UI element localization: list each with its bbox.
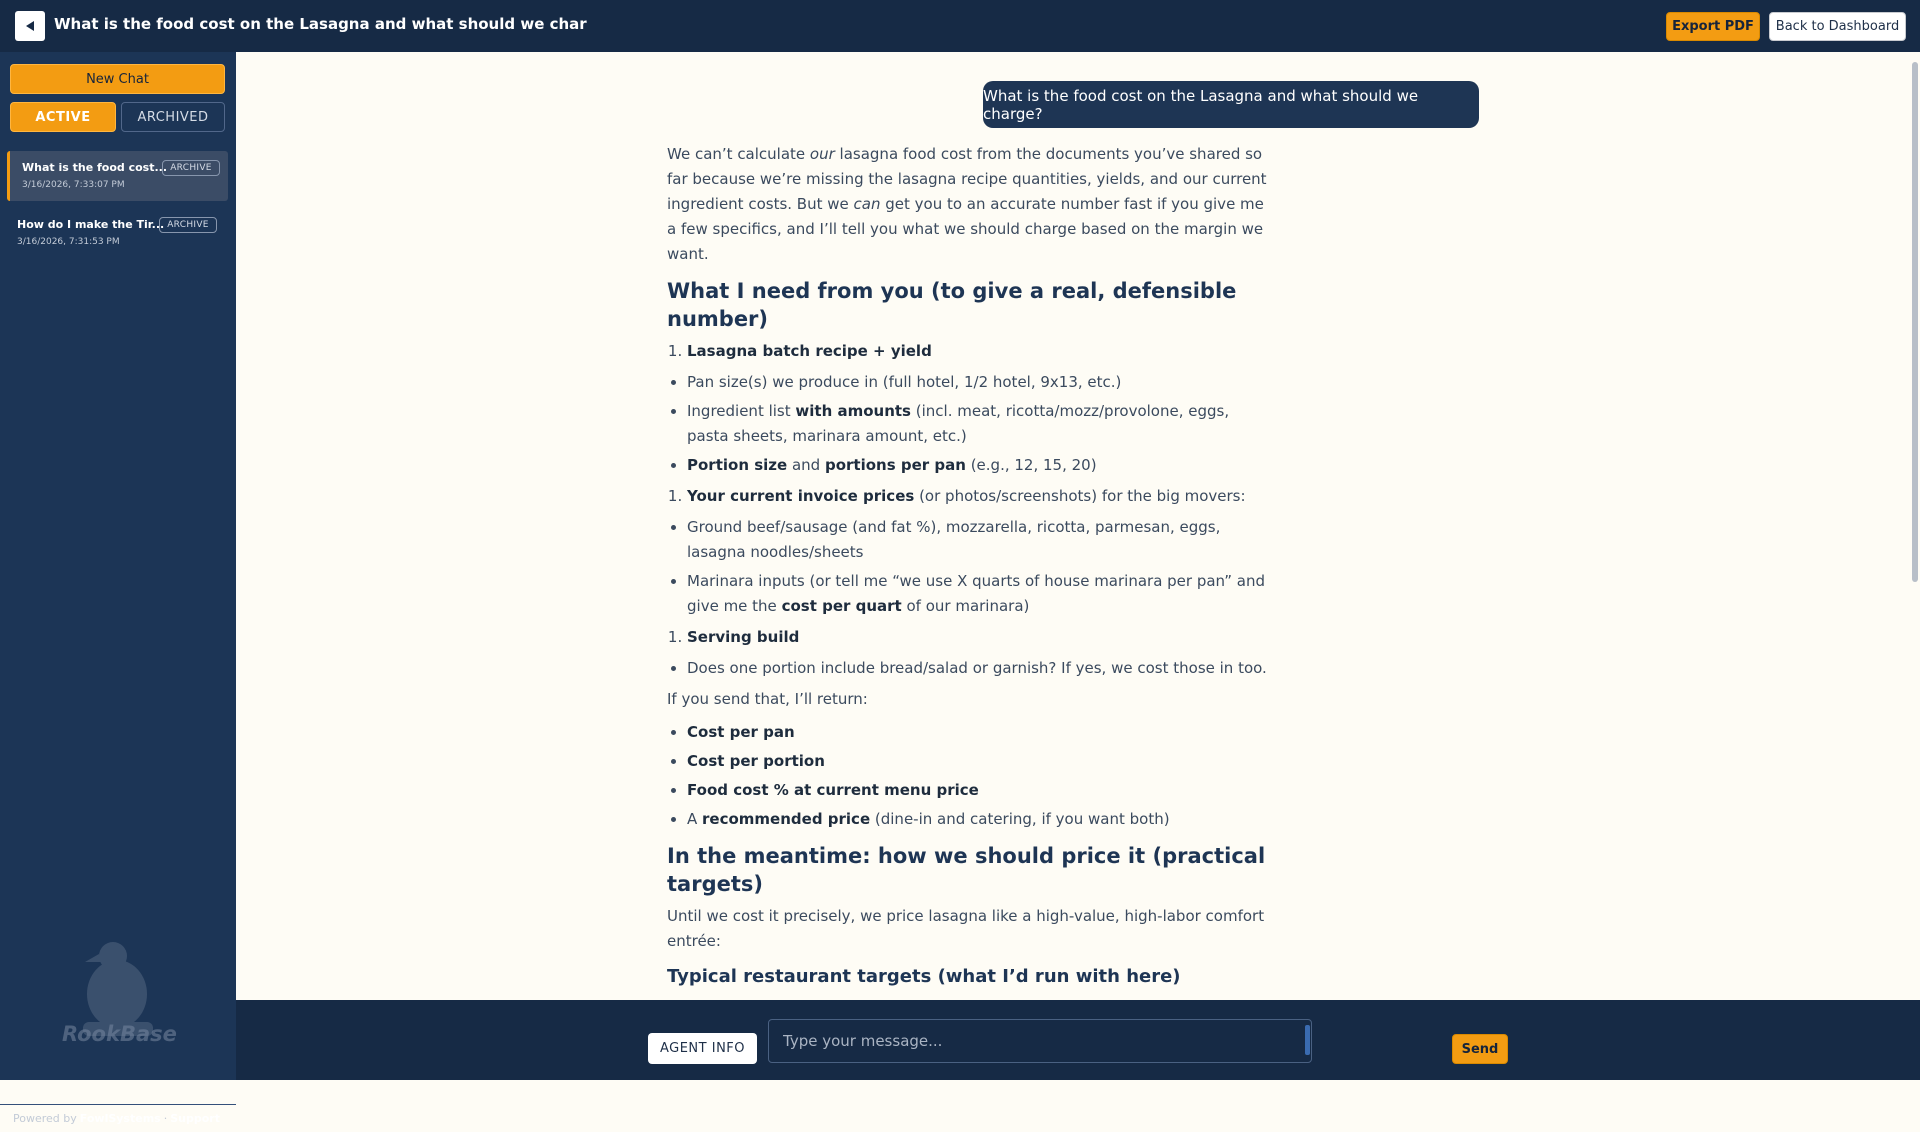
export-pdf-button[interactable]: Export PDF xyxy=(1666,12,1760,41)
numbered-list xyxy=(667,484,1267,509)
logo-text: RookBase xyxy=(62,1022,177,1046)
support-link[interactable]: Support xyxy=(170,1112,220,1125)
list-item: • Cost per portion xyxy=(687,749,1267,774)
triangle-left-icon xyxy=(24,20,36,32)
list-item: • Portion size and portions per pan (e.g., 12, 15, 20) xyxy=(687,453,1267,478)
resize-handle[interactable] xyxy=(1305,1025,1310,1055)
tab-archived[interactable]: ARCHIVED xyxy=(121,102,225,132)
powered-by-label: Powered by xyxy=(13,1112,77,1125)
new-chat-button[interactable]: New Chat xyxy=(10,64,225,94)
back-to-dashboard-button[interactable]: Back to Dashboard xyxy=(1769,12,1906,41)
return-intro: If you send that, I’ll return: xyxy=(667,690,868,708)
composer-bar xyxy=(236,1000,1920,1080)
section-heading: What I need from you (to give a real, defensible number) xyxy=(667,279,1237,331)
brand-link[interactable]: FowlSystems xyxy=(79,1112,161,1125)
bullet-list xyxy=(667,656,1267,681)
user-message-bubble: What is the food cost on the Lasagna and what should we charge? xyxy=(983,81,1479,128)
sidebar xyxy=(0,52,236,1125)
list-item: • Pan size(s) we produce in (full hotel, 1/2 hotel, 9x13, etc.) xyxy=(687,370,1267,395)
bullet-list xyxy=(667,515,1267,619)
archive-button[interactable]: ARCHIVE xyxy=(159,217,217,233)
tab-active[interactable]: ACTIVE xyxy=(10,102,116,132)
assistant-message xyxy=(667,142,1267,1027)
list-item: 1. Your current invoice prices (or photos/screenshots) for the big movers: xyxy=(687,484,1267,509)
list-item: 1. Serving build xyxy=(687,625,1267,650)
intro-paragraph: We can’t calculate our lasagna food cost from the documents you’ve shared so far because we’re missing the lasagna recipe quantities, yields, and our current ingredient costs. But we can get you to an accurate number fast if you give me a few specifics, and I’ll tell you what we should charge based on the margin we want. xyxy=(667,145,1267,263)
meantime-paragraph: Until we cost it precisely, we price lasagna like a high-value, high-labor comfort entrée: xyxy=(667,907,1265,950)
chat-area xyxy=(236,52,1910,1000)
chat-list-item[interactable] xyxy=(7,151,228,201)
chat-scrollbar[interactable] xyxy=(1910,52,1920,1000)
scroll-thumb[interactable] xyxy=(1912,62,1918,582)
send-button[interactable]: Send xyxy=(1452,1034,1508,1064)
list-item: • A recommended price (dine-in and catering, if you want both) xyxy=(687,807,1267,832)
footer-separator: · xyxy=(163,1112,168,1125)
back-button[interactable] xyxy=(15,11,45,41)
top-bar xyxy=(0,0,1920,52)
list-item: • Ingredient list with amounts (incl. meat, ricotta/mozz/provolone, eggs, pasta sheets, marinara amount, etc.) xyxy=(687,399,1267,449)
chat-item-date: 3/16/2026, 7:31:53 PM xyxy=(17,237,120,247)
list-item: • Ground beef/sausage (and fat %), mozzarella, ricotta, parmesan, eggs, lasagna noodles/sheets xyxy=(687,515,1267,565)
list-item: • Cost per pan xyxy=(687,720,1267,745)
message-input[interactable] xyxy=(768,1019,1312,1063)
bullet-list xyxy=(667,370,1267,478)
numbered-list xyxy=(667,339,1267,364)
section-heading: In the meantime: how we should price it (practical targets) xyxy=(667,844,1266,896)
agent-info-button[interactable]: AGENT INFO xyxy=(648,1033,757,1064)
chat-item-title: How do I make the Tir... xyxy=(17,218,165,231)
bullet-list xyxy=(667,720,1267,832)
list-item: • Food cost % at current menu price xyxy=(687,778,1267,803)
list-item: • Marinara inputs (or tell me “we use X quarts of house marinara per pan” and give me the cost per quart of our marinara) xyxy=(687,569,1267,619)
numbered-list xyxy=(667,625,1267,650)
chat-item-date: 3/16/2026, 7:33:07 PM xyxy=(22,180,125,190)
archive-button[interactable]: ARCHIVE xyxy=(162,160,220,176)
chat-title: What is the food cost on the Lasagna and what should we char xyxy=(54,15,587,33)
chat-item-title: What is the food cost... xyxy=(22,161,168,174)
subsection-heading: Typical restaurant targets (what I’d run with here) xyxy=(667,966,1181,987)
list-item: 1. Lasagna batch recipe + yield xyxy=(687,339,1267,364)
sidebar-footer xyxy=(0,1104,236,1132)
list-item: • Does one portion include bread/salad or garnish? If yes, we cost those in too. xyxy=(687,656,1267,681)
chat-list-item[interactable] xyxy=(7,208,228,258)
